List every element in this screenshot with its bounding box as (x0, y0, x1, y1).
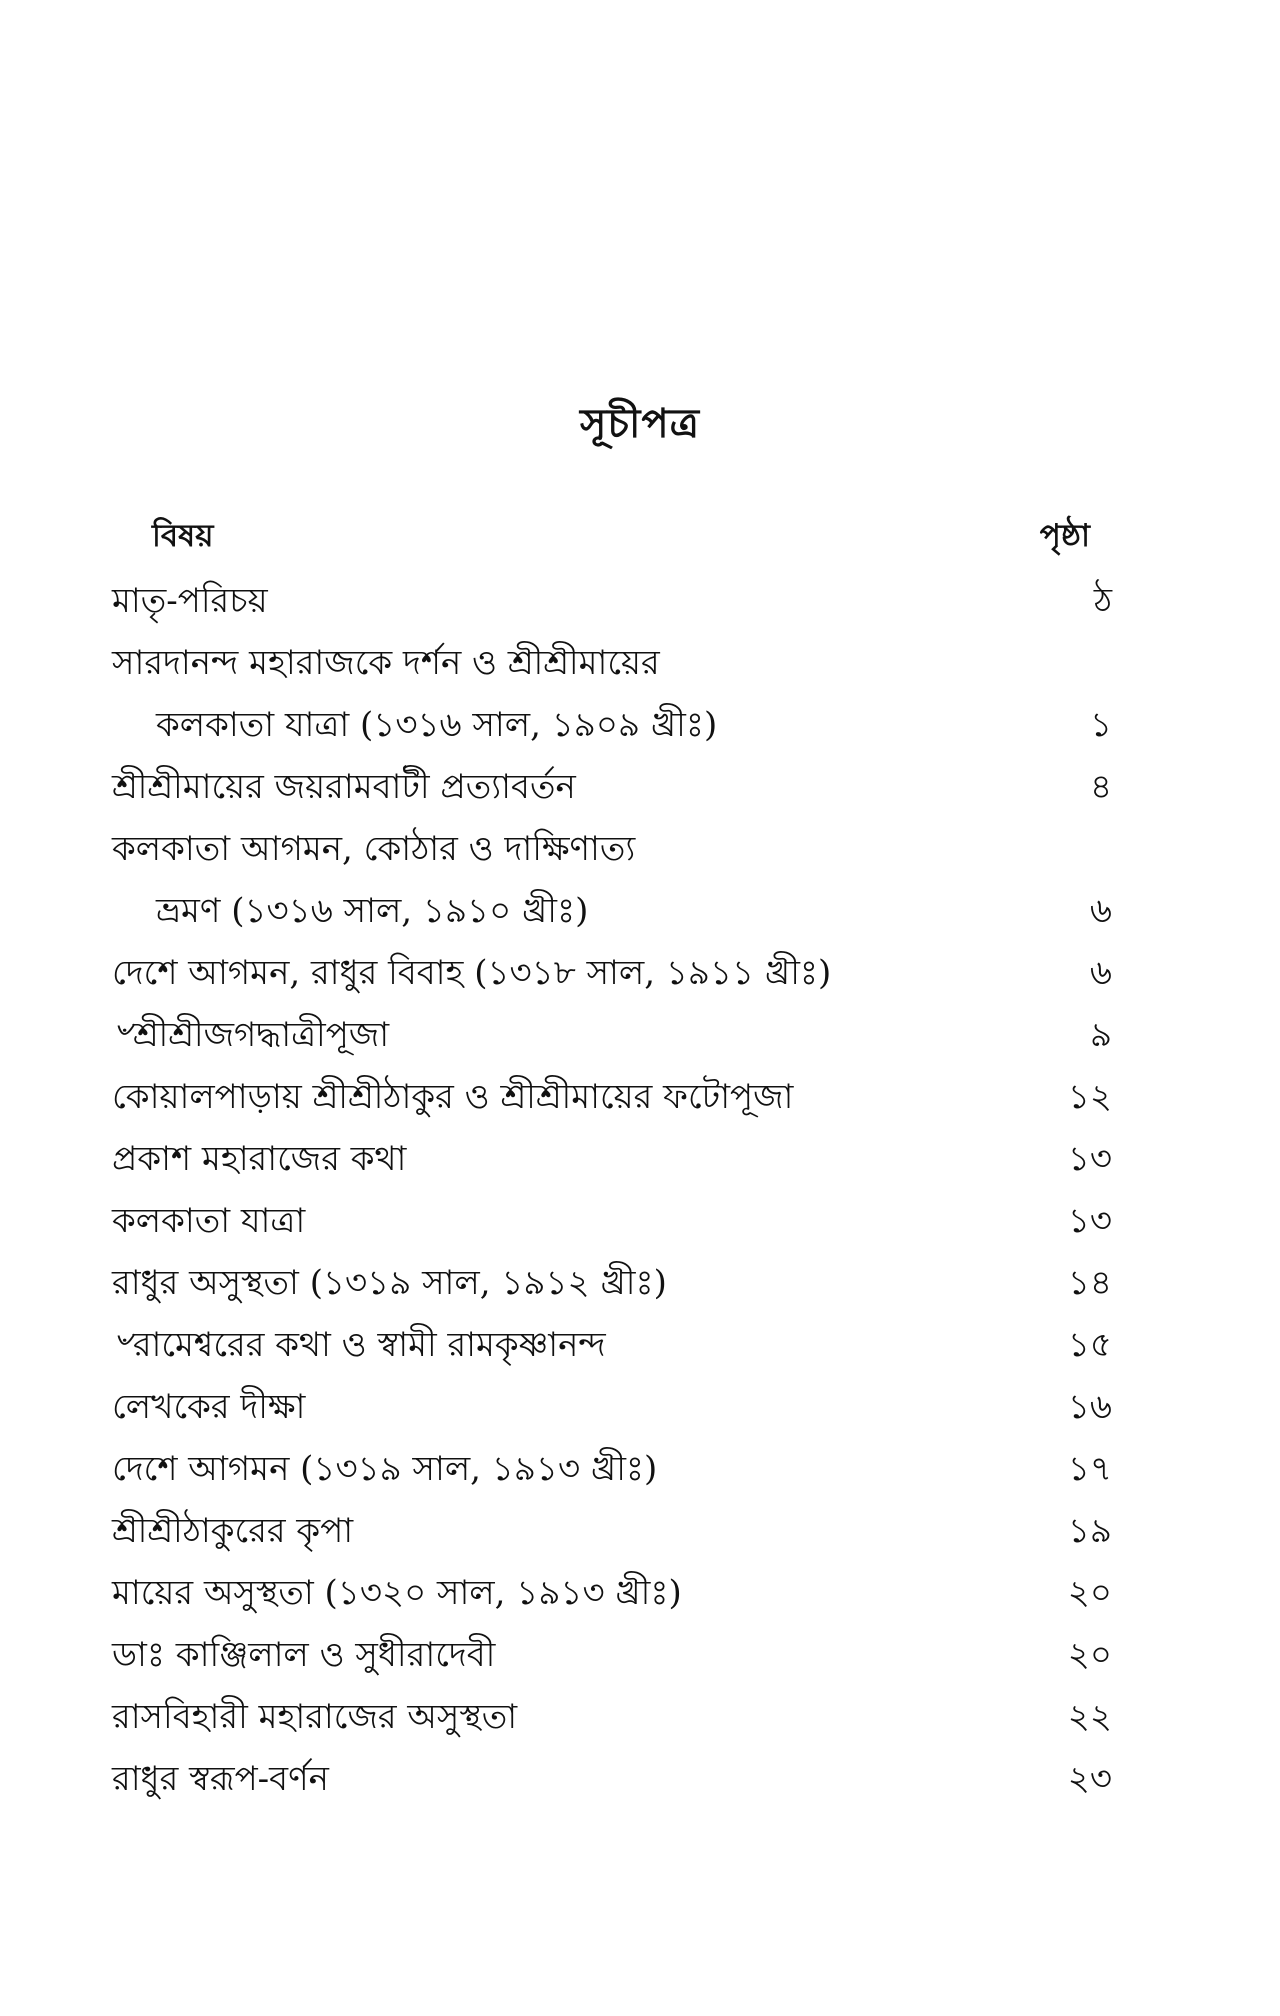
toc-entry-text: কলকাতা যাত্রা (১৩১৬ সাল, ১৯০৯ খ্রীঃ) (156, 705, 718, 745)
toc-list (112, 570, 1112, 1810)
toc-entry-text: কোয়ালপাড়ায় শ্রীশ্রীঠাকুর ও শ্রীশ্রীমায়ের ফটোপূজা (112, 1077, 794, 1117)
toc-entry-page: ৬ (1089, 953, 1112, 993)
toc-entry-text: ৺রামেশ্বরের কথা ও স্বামী রামকৃষ্ণানন্দ (112, 1325, 606, 1365)
toc-entry (112, 1066, 1112, 1128)
toc-entry-text: সারদানন্দ মহারাজকে দর্শন ও শ্রীশ্রীমায়ের (112, 643, 660, 683)
toc-entry-page: ১২ (1067, 1077, 1112, 1117)
toc-entry (112, 1438, 1112, 1500)
toc-entry-page: ঠ (1093, 581, 1112, 621)
toc-entry-text: রাধুর স্বরূপ-বর্ণন (112, 1759, 329, 1799)
toc-entry-page: ১৩ (1067, 1139, 1112, 1179)
toc-entry-page: ২২ (1067, 1697, 1112, 1737)
toc-entry-page: ৪ (1089, 767, 1112, 807)
toc-entry-page: ৯ (1089, 1015, 1112, 1055)
toc-entry-text: ৺শ্রীশ্রীজগদ্ধাত্রীপূজা (112, 1015, 390, 1055)
toc-entry-text: মায়ের অসুস্থতা (১৩২০ সাল, ১৯১৩ খ্রীঃ) (112, 1573, 682, 1613)
toc-entry (112, 1190, 1112, 1252)
toc-entry (112, 570, 1112, 632)
toc-entry-page: ১৯ (1067, 1511, 1112, 1551)
toc-entry-text: শ্রীশ্রীঠাকুরের কৃপা (112, 1511, 354, 1551)
subject-column-header: বিষয় (152, 518, 214, 554)
toc-entry-text: লেখকের দীক্ষা (112, 1387, 306, 1427)
toc-entry-text: রাসবিহারী মহারাজের অসুস্থতা (112, 1697, 518, 1737)
toc-entry (112, 880, 1112, 942)
toc-entry (112, 1624, 1112, 1686)
toc-entry (112, 1004, 1112, 1066)
toc-entry (112, 756, 1112, 818)
toc-entry-page: ৬ (1089, 891, 1112, 931)
toc-entry (112, 1500, 1112, 1562)
toc-entry-text: রাধুর অসুস্থতা (১৩১৯ সাল, ১৯১২ খ্রীঃ) (112, 1263, 667, 1303)
toc-entry-text: ভ্রমণ (১৩১৬ সাল, ১৯১০ খ্রীঃ) (156, 891, 589, 931)
toc-entry-page: ২০ (1067, 1573, 1112, 1613)
toc-entry-page: ২৩ (1067, 1759, 1112, 1799)
page-title: সূচীপত্র (580, 400, 700, 447)
toc-entry (112, 1128, 1112, 1190)
toc-entry-text: দেশে আগমন, রাধুর বিবাহ (১৩১৮ সাল, ১৯১১ খ্রীঃ) (112, 953, 832, 993)
toc-entry-text: কলকাতা আগমন, কোঠার ও দাক্ষিণাত্য (112, 829, 636, 869)
toc-entry (112, 818, 1112, 880)
toc-entry-page: ১ (1089, 705, 1112, 745)
toc-entry (112, 632, 1112, 694)
toc-entry (112, 694, 1112, 756)
toc-entry-text: ডাঃ কাঞ্জিলাল ও সুধীরাদেবী (112, 1635, 496, 1675)
toc-entry-text: প্রকাশ মহারাজের কথা (112, 1139, 407, 1179)
toc-entry-page: ১৪ (1067, 1263, 1112, 1303)
toc-entry (112, 1314, 1112, 1376)
toc-entry-page: ১৫ (1067, 1325, 1112, 1365)
page-column-header: পৃষ্ঠা (1039, 518, 1090, 554)
toc-entry (112, 1252, 1112, 1314)
toc-entry-text: শ্রীশ্রীমায়ের জয়রামবাটী প্রত্যাবর্তন (112, 767, 576, 807)
toc-entry-page: ২০ (1067, 1635, 1112, 1675)
toc-entry-text: দেশে আগমন (১৩১৯ সাল, ১৯১৩ খ্রীঃ) (112, 1449, 658, 1489)
toc-entry-page: ১৭ (1067, 1449, 1112, 1489)
toc-entry (112, 1748, 1112, 1810)
toc-entry-page: ১৩ (1067, 1201, 1112, 1241)
toc-entry-text: মাতৃ-পরিচয় (112, 581, 268, 621)
toc-entry-page: ১৬ (1067, 1387, 1112, 1427)
toc-entry (112, 1562, 1112, 1624)
toc-entry (112, 1376, 1112, 1438)
toc-entry-text: কলকাতা যাত্রা (112, 1201, 306, 1241)
toc-entry (112, 942, 1112, 1004)
toc-entry (112, 1686, 1112, 1748)
